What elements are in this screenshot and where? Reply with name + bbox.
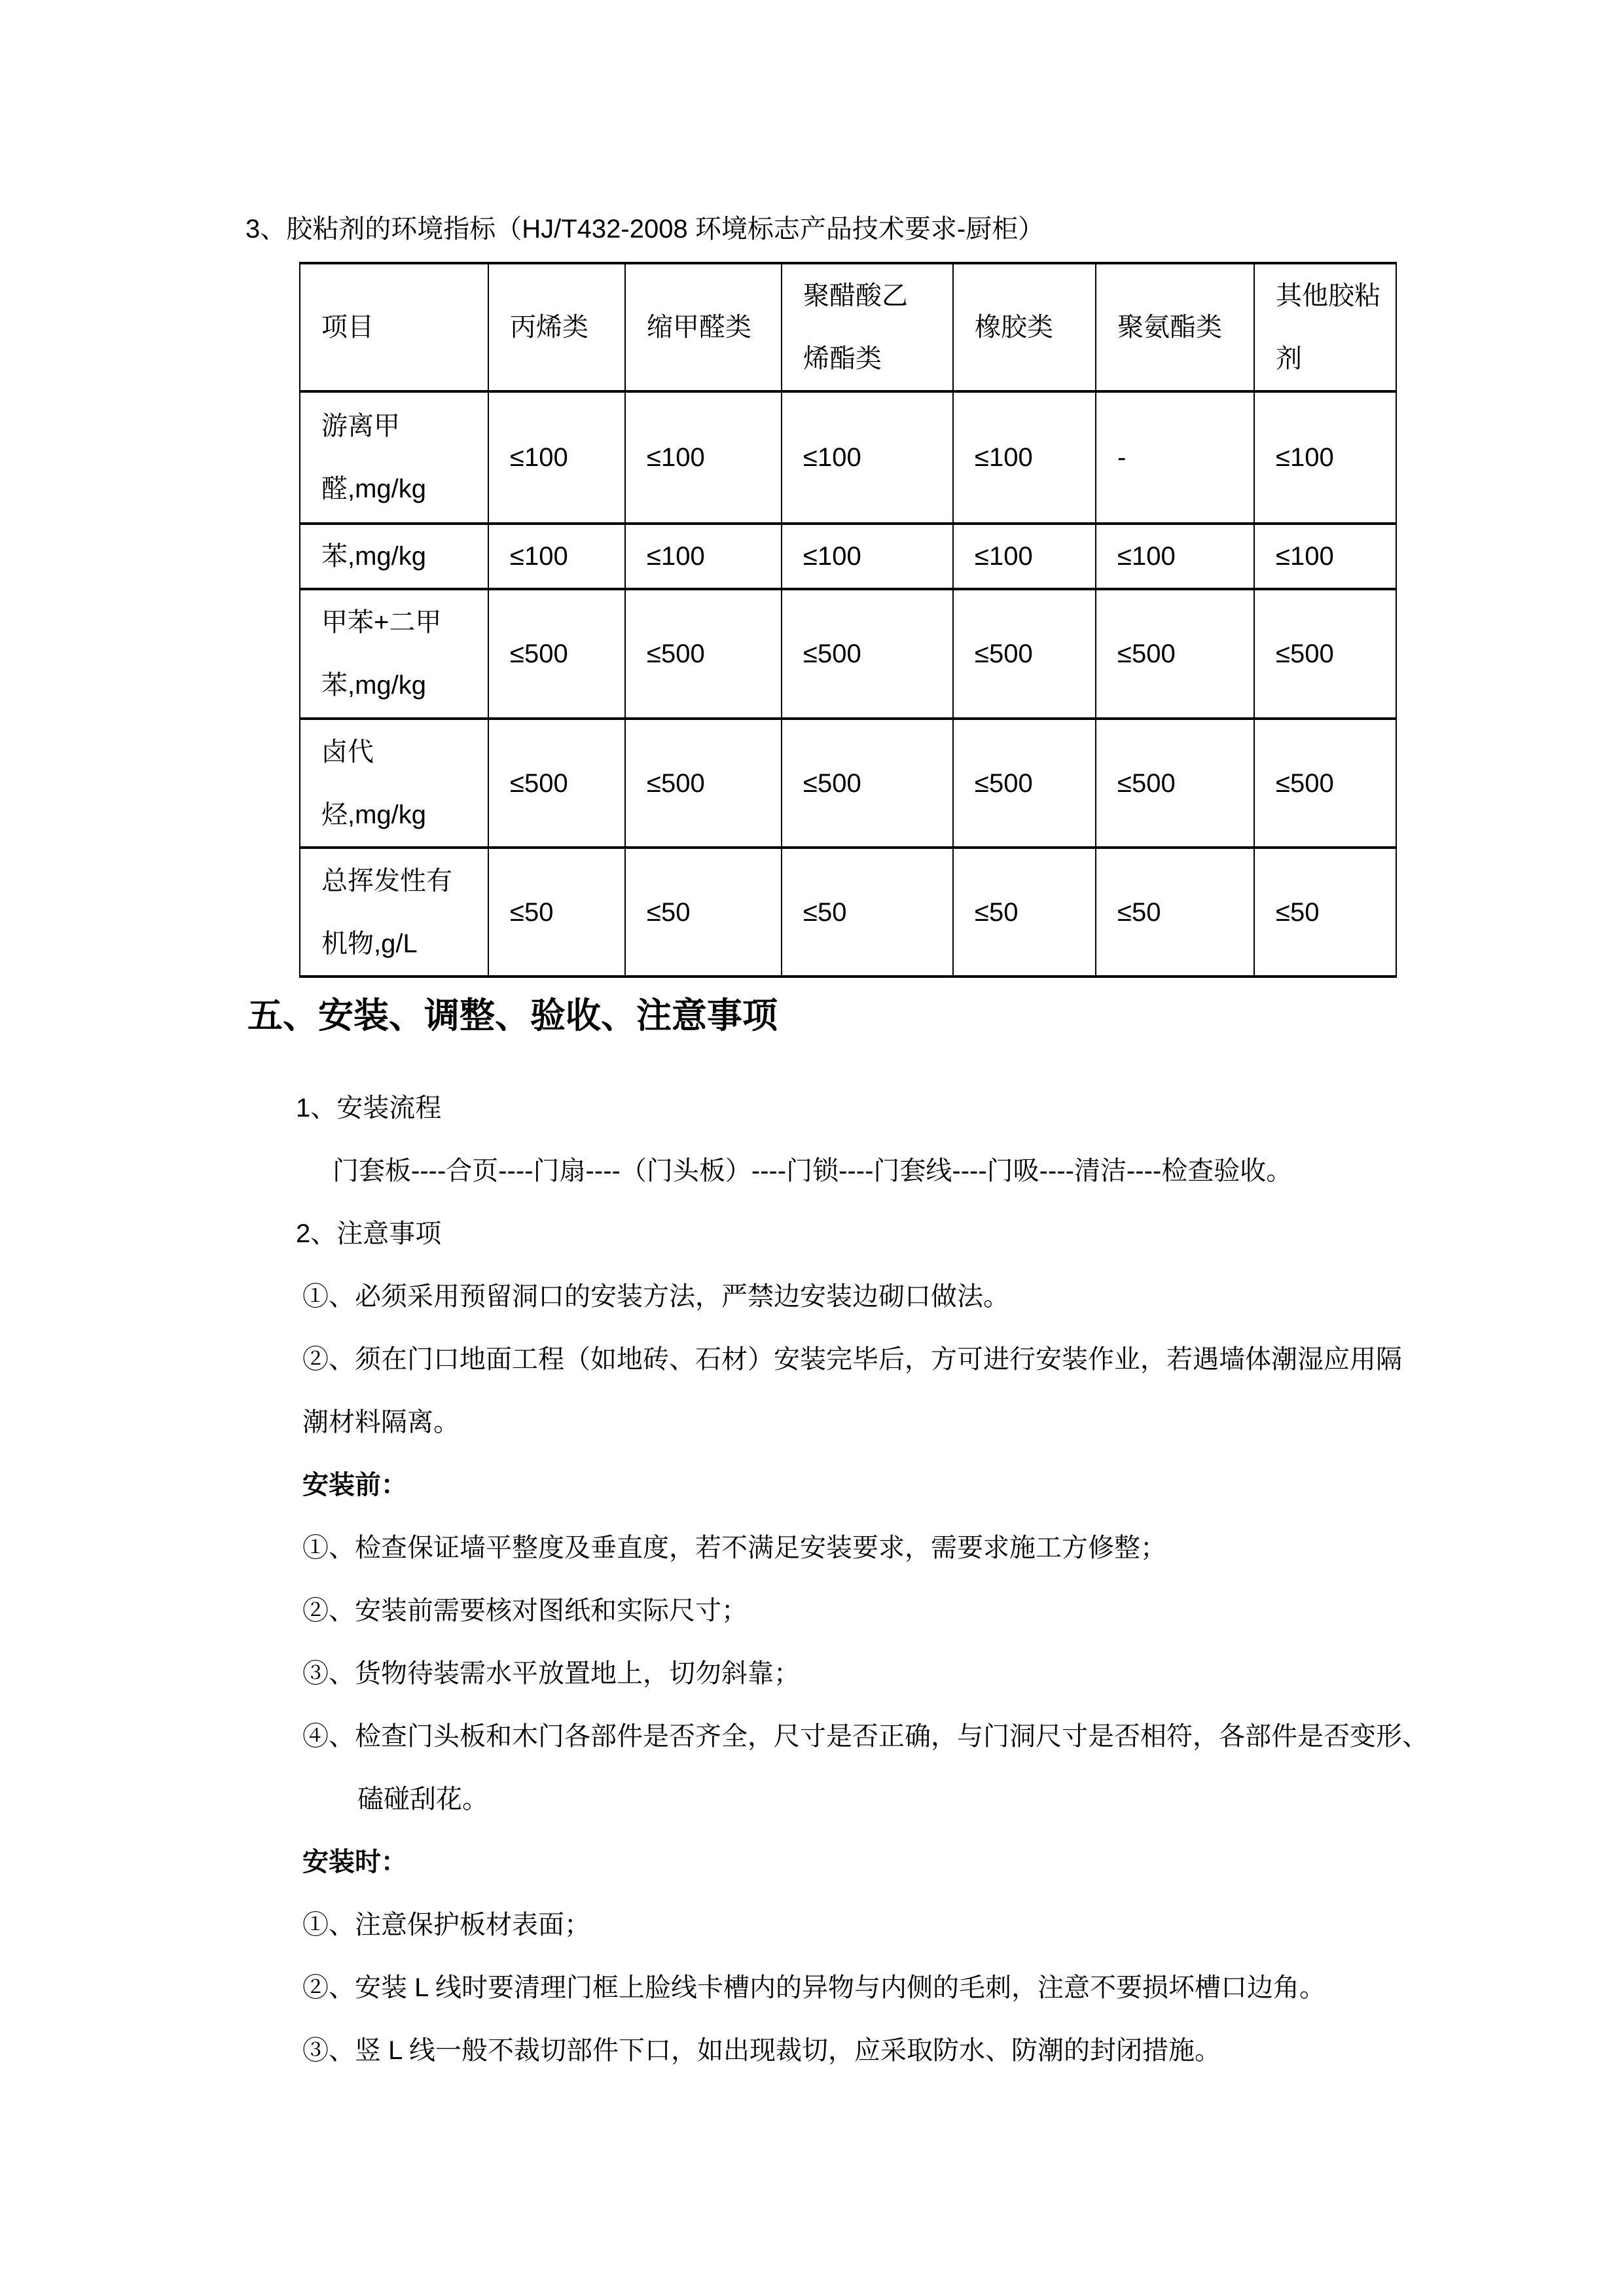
paragraph-line: ①、注意保护板材表面； (302, 1910, 590, 1939)
table-cell-value: ≤50 (782, 848, 953, 977)
table-cell-value: ≤500 (782, 719, 953, 848)
adhesive-environment-table (299, 262, 1397, 978)
table-row-label-text: 烃,mg/kg (321, 800, 427, 829)
table-cell-value: ≤100 (1254, 391, 1396, 524)
table-cell-value: ≤100 (1096, 524, 1254, 589)
table-cell-value: ≤100 (782, 524, 953, 589)
table-cell-value: ≤100 (1254, 524, 1396, 589)
table-cell-value: ≤100 (488, 524, 625, 589)
paragraph-line: 安装时： (302, 1848, 407, 1876)
table-row (300, 589, 1396, 719)
table-cell-value: ≤500 (488, 589, 625, 719)
table-row-label-text: 苯,mg/kg (321, 542, 427, 571)
table-cell-value: ≤500 (1254, 589, 1396, 719)
section5-heading: 五、安装、调整、验收、注意事项 (247, 996, 778, 1035)
table-cell-value: ≤500 (953, 589, 1096, 719)
table-header-text: 丙烯类 (510, 313, 588, 342)
paragraph-line: 潮材料隔离。 (302, 1408, 460, 1437)
paragraph-line: ③、货物待装需水平放置地上，切勿斜靠； (302, 1659, 800, 1688)
table-header-cell (953, 263, 1096, 391)
table-row-label-text: 机物,g/L (321, 929, 418, 958)
table-header-row (300, 263, 1396, 391)
table-row-label-text: 苯,mg/kg (321, 671, 427, 700)
paragraph-line: 门套板----合页----门扇----（门头板）----门锁----门套线----门吸----清洁----检查验收。 (333, 1157, 1293, 1185)
table-header-cell (300, 263, 488, 391)
table-row (300, 391, 1396, 524)
table-row (300, 848, 1396, 977)
table-cell-value: - (1096, 391, 1254, 524)
table-cell-value: ≤50 (1254, 848, 1396, 977)
paragraph-line: 磕碰刮花。 (357, 1785, 488, 1814)
table-cell-value: ≤500 (1096, 719, 1254, 848)
table-row-label-text: 甲苯+二甲 (321, 608, 442, 637)
table-cell-value: ≤100 (782, 391, 953, 524)
table-row-label-text: 总挥发性有 (321, 866, 452, 895)
table-header-cell (625, 263, 782, 391)
table-cell-value: ≤500 (782, 589, 953, 719)
table-row (300, 719, 1396, 848)
paragraph-line: 2、注意事项 (296, 1219, 442, 1248)
table-cell-value: ≤50 (1096, 848, 1254, 977)
table-header-text: 聚氨酯类 (1117, 313, 1222, 342)
paragraph-line: 1、安装流程 (296, 1094, 442, 1122)
table-row-label (300, 524, 488, 589)
table-row-label (300, 719, 488, 848)
table-header-cell (488, 263, 625, 391)
paragraph-line: ②、安装前需要核对图纸和实际尺寸； (302, 1596, 748, 1625)
paragraph-line: ③、竖 L 线一般不裁切部件下口，如出现裁切，应采取防水、防潮的封闭措施。 (302, 2036, 1221, 2065)
table-cell-value: ≤100 (953, 524, 1096, 589)
table-row-label-text: 醛,mg/kg (321, 475, 427, 503)
paragraph-line: ②、安装 L 线时要清理门框上脸线卡槽内的异物与内侧的毛刺，注意不要损坏槽口边角。 (302, 1973, 1326, 2002)
paragraph-line: ②、须在门口地面工程（如地砖、石材）安装完毕后，方可进行安装作业，若遇墙体潮湿应用隔 (302, 1345, 1402, 1374)
paragraph-line: ①、必须采用预留洞口的安装方法，严禁边安装边砌口做法。 (302, 1282, 1009, 1311)
section5-body (0, 1077, 1624, 2082)
table-header-text: 项目 (321, 313, 374, 342)
table-header-text: 烯酯类 (803, 344, 882, 373)
table-row-label (300, 391, 488, 524)
table-cell-value: ≤100 (488, 391, 625, 524)
table-cell-value: ≤50 (953, 848, 1096, 977)
paragraph-line: ①、检查保证墙平整度及垂直度，若不满足安装要求，需要求施工方修整； (302, 1534, 1166, 1562)
table-row-label-text: 卤代 (321, 737, 374, 766)
paragraph-line: 安装前： (302, 1471, 407, 1499)
table-header-text: 聚醋酸乙 (803, 281, 908, 310)
table-cell-value: ≤500 (953, 719, 1096, 848)
table-cell-value: ≤500 (1254, 719, 1396, 848)
table-row-label (300, 589, 488, 719)
table-header-cell (782, 263, 953, 391)
table-row-label (300, 848, 488, 977)
table-cell-value: ≤500 (625, 589, 782, 719)
table-cell-value: ≤50 (625, 848, 782, 977)
table-cell-value: ≤100 (625, 524, 782, 589)
table-cell-value: ≤100 (953, 391, 1096, 524)
table-cell-value: ≤500 (625, 719, 782, 848)
table-header-text: 其他胶粘 (1276, 281, 1380, 310)
table-cell-value: ≤500 (488, 719, 625, 848)
table-cell-value: ≤500 (1096, 589, 1254, 719)
table-cell-value: ≤50 (488, 848, 625, 977)
table-cell-value: ≤100 (625, 391, 782, 524)
table-header-cell (1096, 263, 1254, 391)
table-header-text: 橡胶类 (975, 313, 1053, 342)
table-row (300, 524, 1396, 589)
paragraph-line: ④、检查门头板和木门各部件是否齐全，尺寸是否正确，与门洞尺寸是否相符，各部件是否变形、 (302, 1722, 1428, 1751)
table-header-cell (1254, 263, 1396, 391)
table-row-label-text: 游离甲 (321, 412, 400, 440)
table-header-text: 缩甲醛类 (647, 313, 751, 342)
table-header-text: 剂 (1276, 344, 1302, 373)
section3-title: 3、胶粘剂的环境指标（HJ/T432-2008 环境标志产品技术要求-厨柜） (245, 215, 1045, 243)
